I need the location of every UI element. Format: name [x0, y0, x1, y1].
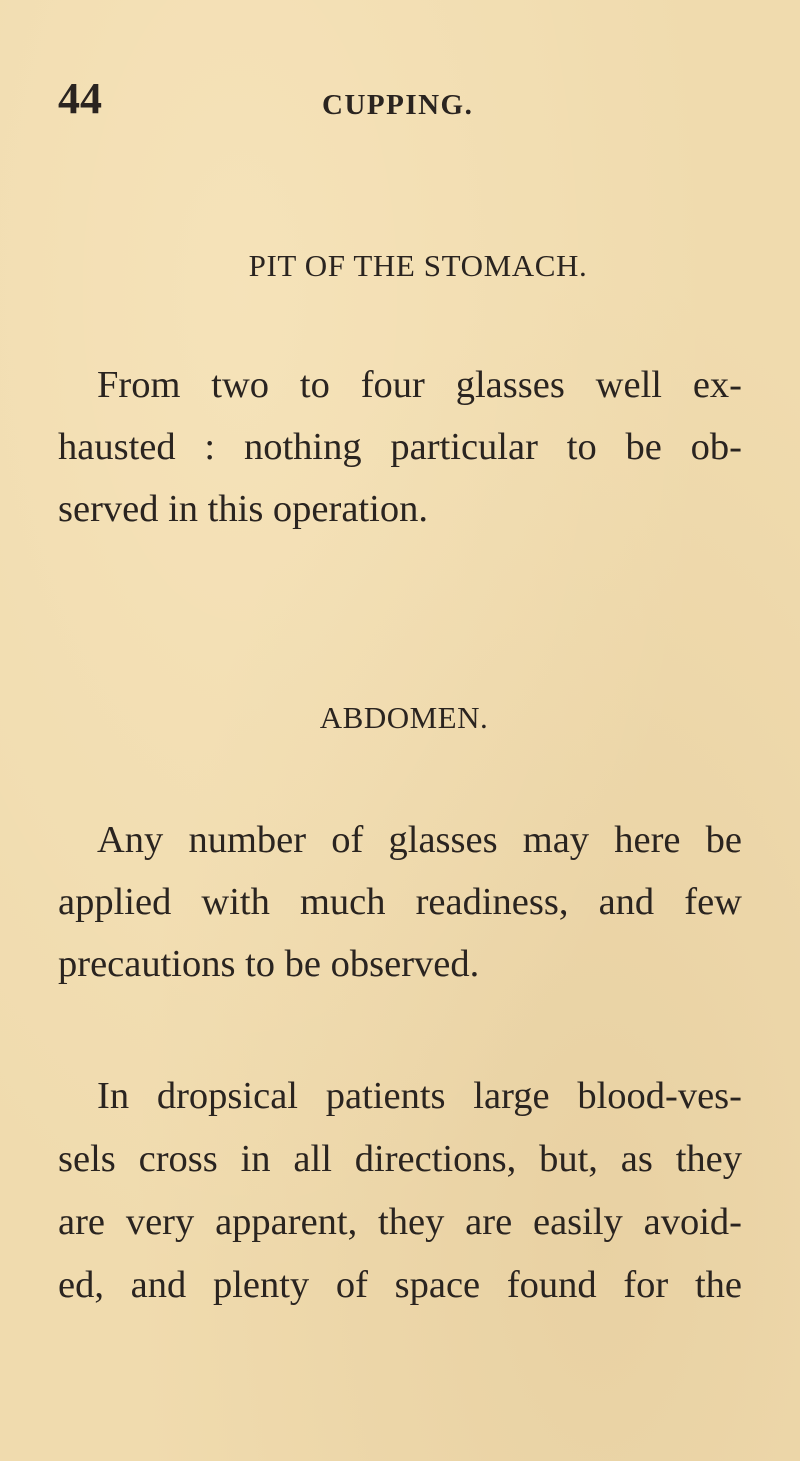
text-line: ed, and plenty of space found for the [58, 1264, 742, 1306]
text-line: precautions to be observed. [58, 943, 480, 985]
section-heading-abdomen: ABDOMEN. [319, 700, 489, 735]
running-head: CUPPING. [322, 89, 474, 121]
text-line: applied with much readiness, and few [58, 881, 742, 923]
text-line: hausted : nothing particular to be ob- [58, 426, 742, 468]
text-line: In dropsical patients large blood-ves- [97, 1075, 742, 1117]
section-heading-pit-of-stomach: PIT OF THE STOMACH. [248, 248, 588, 283]
text-line: served in this operation. [58, 488, 428, 530]
text-line: are very apparent, they are easily avoid- [58, 1201, 742, 1243]
text-line: Any number of glasses may here be [97, 819, 742, 861]
page-number: 44 [58, 74, 102, 123]
text-line: sels cross in all directions, but, as they [58, 1138, 742, 1180]
text-line: From two to four glasses well ex- [97, 364, 742, 406]
